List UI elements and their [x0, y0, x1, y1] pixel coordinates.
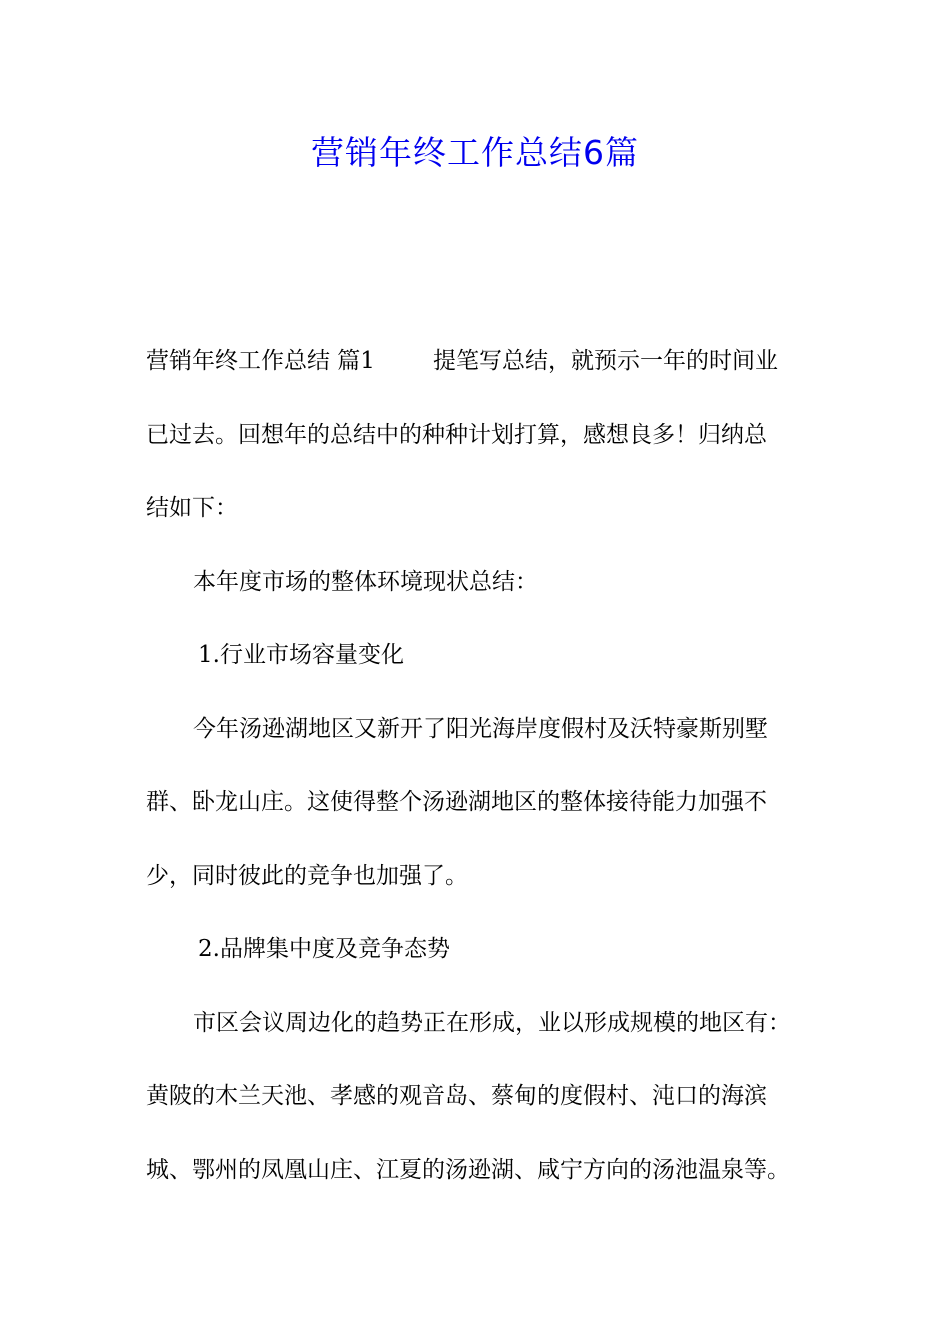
text-line: 本年度市场的整体环境现状总结：: [193, 568, 538, 595]
text-line: 市区会议周边化的趋势正在形成，业以形成规模的地区有：: [193, 1009, 791, 1036]
document-title: 营销年终工作总结6篇: [311, 133, 639, 172]
text-line: 城、鄂州的凤凰山庄、江夏的汤逊湖、咸宁方向的汤池温泉等。: [146, 1156, 790, 1183]
text-line: 结如下：: [146, 495, 238, 521]
subheading: 1.行业市场容量变化: [198, 642, 404, 668]
text-line: 群、卧龙山庄。这使得整个汤逊湖地区的整体接待能力加强不: [146, 789, 767, 815]
document-body: [146, 336, 826, 1218]
section-heading: 营销年终工作总结 篇1: [146, 348, 375, 374]
text-line: [146, 336, 826, 410]
subheading: 2.品牌集中度及竞争态势: [198, 936, 450, 962]
text-line: 今年汤逊湖地区又新开了阳光海岸度假村及沃特豪斯别墅: [193, 715, 768, 742]
text-line: 已过去。回想年的总结中的种种计划打算，感想良多！归纳总: [146, 421, 767, 448]
text-line: 黄陂的木兰天池、孝感的观音岛、蔡甸的度假村、沌口的海滨: [146, 1083, 767, 1109]
paragraph-text: 提笔写总结，就预示一年的时间业: [432, 348, 778, 374]
text-line: 少，同时彼此的竞争也加强了。: [146, 862, 468, 889]
